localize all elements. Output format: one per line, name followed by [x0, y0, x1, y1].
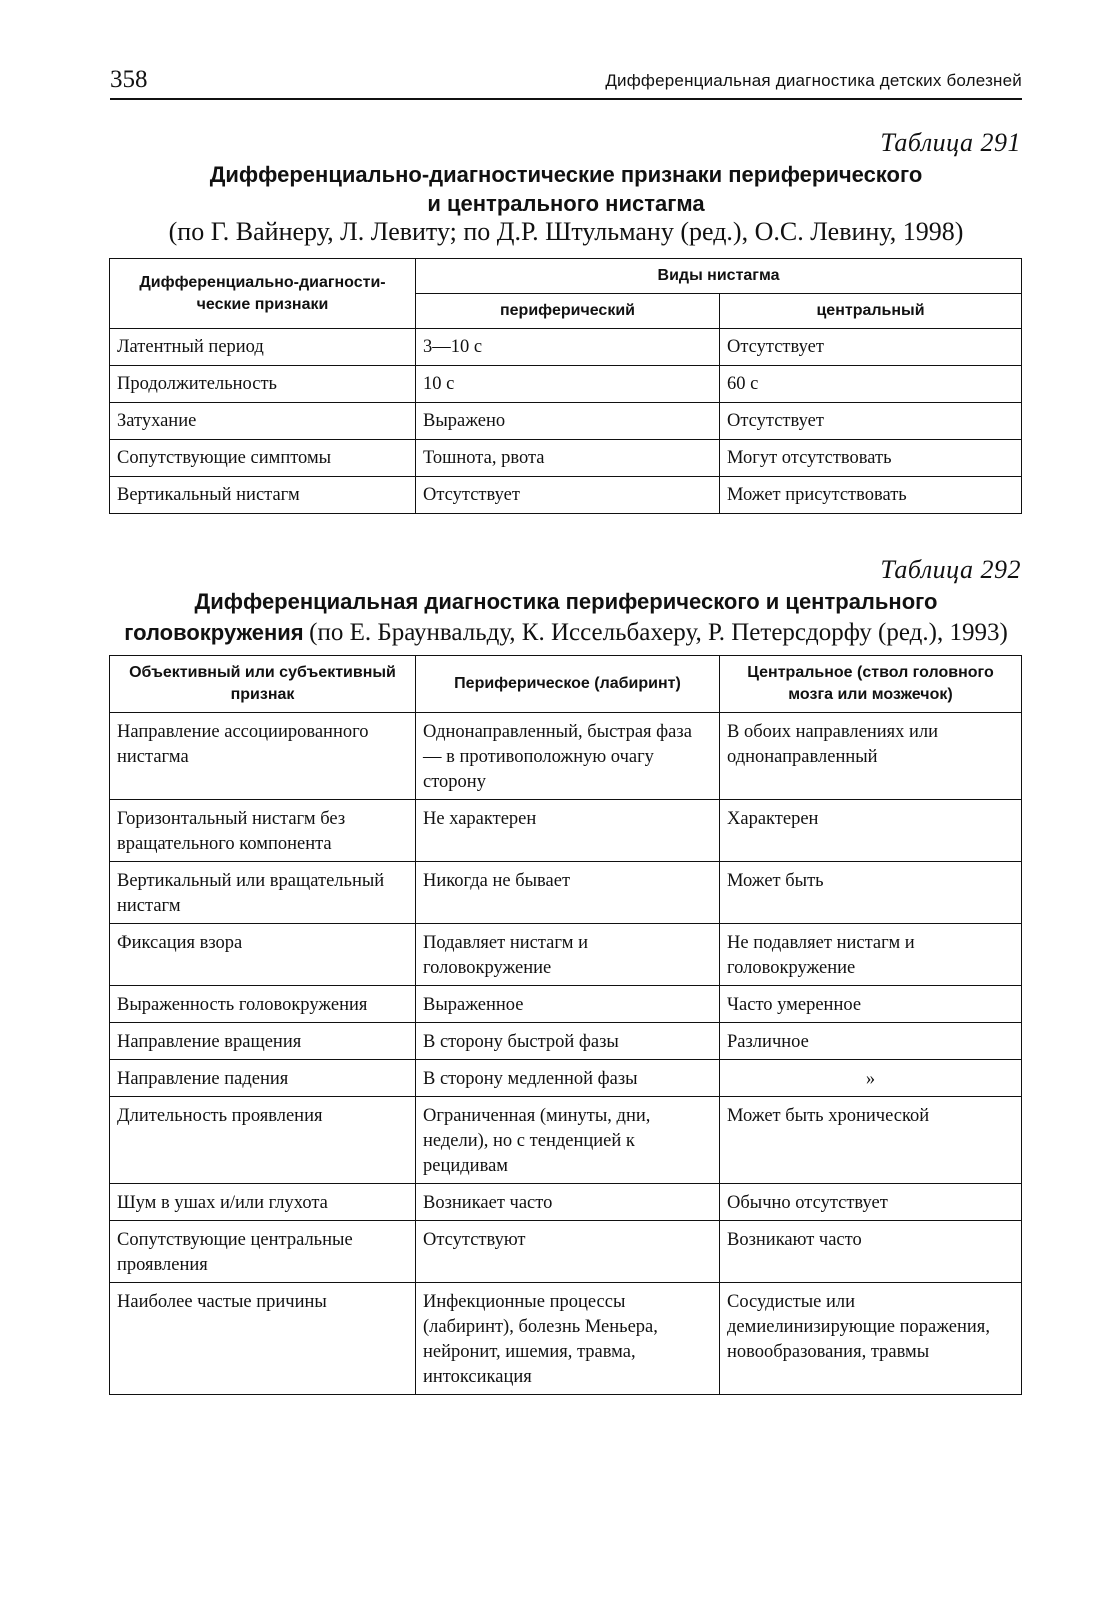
- table-292-cell: Различное: [720, 1023, 1022, 1060]
- table-291-row: [110, 477, 1022, 514]
- table-291-header-central: центральный: [720, 294, 1022, 329]
- table-291-row: [110, 440, 1022, 477]
- table-291-cell: Может присутствовать: [720, 477, 1022, 514]
- table-292-cell: Подавляет нистагм и головокружение: [416, 924, 720, 986]
- table-291: [109, 258, 1022, 514]
- table-292-cell: Может быть: [720, 862, 1022, 924]
- table-291-cell: Затухание: [110, 403, 416, 440]
- table-292-cell: Сосудистые или демиелинизирующие поражения, новообразования, травмы: [720, 1283, 1022, 1395]
- table-291-cell: Тошнота, рвота: [416, 440, 720, 477]
- table-291-cell: Латентный период: [110, 329, 416, 366]
- table-292-cell: Ограниченная (минуты, дни, недели), но с тенденцией к рецидивам: [416, 1097, 720, 1184]
- table-291-cell: 10 с: [416, 366, 720, 403]
- page-number: 358: [110, 66, 148, 93]
- table-292-cell: Никогда не бывает: [416, 862, 720, 924]
- table-292-cell: Не характерен: [416, 800, 720, 862]
- table-291-cell: 60 с: [720, 366, 1022, 403]
- table-292-cell: Направление ассоциированного нистагма: [110, 713, 416, 800]
- table-292-cell: В сторону медленной фазы: [416, 1060, 720, 1097]
- table-291-cell: Могут отсутствовать: [720, 440, 1022, 477]
- table-291-label: Таблица 291: [880, 128, 1021, 157]
- table-292-title-line1: Дифференциальная диагностика периферического и центрального: [194, 589, 938, 614]
- table-292-cell: Наиболее частые причины: [110, 1283, 416, 1395]
- table-292-row: [110, 1283, 1022, 1395]
- table-292-cell: В сторону быстрой фазы: [416, 1023, 720, 1060]
- table-292-cell: Горизонтальный нистагм без вращательного компонента: [110, 800, 416, 862]
- table-292-cell: Не подавляет нистагм и головокружение: [720, 924, 1022, 986]
- table-292-cell: Фиксация взора: [110, 924, 416, 986]
- table-292-cell: Однонаправленный, быстрая фаза — в противоположную очагу сторону: [416, 713, 720, 800]
- table-292-cell: В обоих направлениях или однонаправленный: [720, 713, 1022, 800]
- table-292-cell: Сопутствующие центральные проявления: [110, 1221, 416, 1283]
- table-292: [109, 655, 1022, 1395]
- table-292-label: Таблица 292: [880, 555, 1021, 584]
- table-291-cell: Сопутствующие симптомы: [110, 440, 416, 477]
- table-292-row: [110, 1023, 1022, 1060]
- table-291-cell: Продолжительность: [110, 366, 416, 403]
- table-291-header-peripheral: периферический: [416, 294, 720, 329]
- table-291-cell: 3—10 с: [416, 329, 720, 366]
- table-292-cell: Направление падения: [110, 1060, 416, 1097]
- table-292-row: [110, 986, 1022, 1023]
- table-292-row: [110, 1097, 1022, 1184]
- table-292-row: [110, 1221, 1022, 1283]
- table-292-cell: Обычно отсутствует: [720, 1184, 1022, 1221]
- table-292-cell: Характерен: [720, 800, 1022, 862]
- running-title: Дифференциальная диагностика детских болезней: [605, 71, 1022, 90]
- page-header: [110, 62, 1022, 100]
- table-292-row: [110, 862, 1022, 924]
- table-292-cell: Направление вращения: [110, 1023, 416, 1060]
- table-291-header-signs: Дифференциально-диагности-ческие признаки: [110, 259, 416, 329]
- table-292-cell: Инфекционные процессы (лабиринт), болезнь Меньера, нейронит, ишемия, травма, интоксикация: [416, 1283, 720, 1395]
- table-292-cell: Шум в ушах и/или глухота: [110, 1184, 416, 1221]
- table-291-cell: Отсутствует: [720, 403, 1022, 440]
- table-292-cell: Длительность проявления: [110, 1097, 416, 1184]
- table-292-row: [110, 800, 1022, 862]
- table-292-source: (по Е. Браунвальду, К. Иссельбахеру, Р. Петерсдорфу (ред.), 1993): [309, 619, 1008, 646]
- table-291-row: [110, 329, 1022, 366]
- table-291-cell: Отсутствует: [416, 477, 720, 514]
- table-292-cell: »: [720, 1060, 1022, 1097]
- table-292-row: [110, 1060, 1022, 1097]
- table-292-title-line2: головокружения: [124, 620, 304, 645]
- table-291-cell: Выражено: [416, 403, 720, 440]
- table-292-header-sign: Объективный или субъективный признак: [110, 656, 416, 713]
- table-292-cell: Возникают часто: [720, 1221, 1022, 1283]
- table-292-row: [110, 713, 1022, 800]
- table-291-title-line1: Дифференциально-диагностические признаки периферического: [209, 162, 923, 187]
- table-292-cell: Отсутствуют: [416, 1221, 720, 1283]
- table-292-header-central: Центральное (ствол головного мозга или мозжечок): [720, 656, 1022, 713]
- table-291-title-line2: и центрального нистагма: [427, 191, 705, 216]
- table-292-row: [110, 924, 1022, 986]
- table-292-cell: Часто умеренное: [720, 986, 1022, 1023]
- table-292-cell: Может быть хронической: [720, 1097, 1022, 1184]
- table-291-row: [110, 403, 1022, 440]
- table-291-row: [110, 366, 1022, 403]
- table-292-cell: Выраженность головокружения: [110, 986, 416, 1023]
- table-292-row: [110, 1184, 1022, 1221]
- table-291-header-group: Виды нистагма: [416, 259, 1022, 294]
- table-292-header-peripheral: Периферическое (лабиринт): [416, 656, 720, 713]
- table-291-cell: Отсутствует: [720, 329, 1022, 366]
- table-292-cell: Возникает часто: [416, 1184, 720, 1221]
- table-291-source: (по Г. Вайнеру, Л. Левиту; по Д.Р. Штульману (ред.), О.С. Левину, 1998): [168, 217, 964, 246]
- table-292-cell: Вертикальный или вращательный нистагм: [110, 862, 416, 924]
- table-291-cell: Вертикальный нистагм: [110, 477, 416, 514]
- table-292-title: [110, 586, 1022, 648]
- table-292-cell: Выраженное: [416, 986, 720, 1023]
